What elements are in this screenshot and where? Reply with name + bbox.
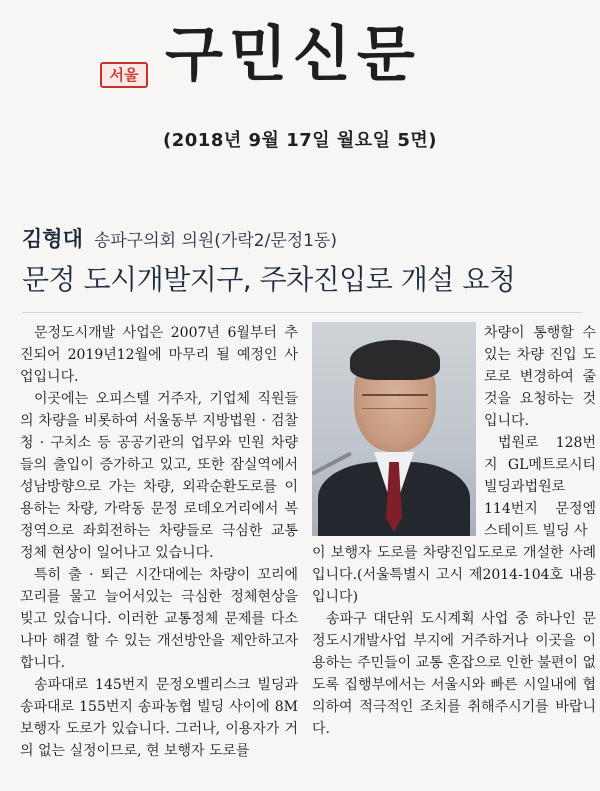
article-column-right-bottom xyxy=(312,542,596,787)
divider xyxy=(22,312,582,313)
author-photo xyxy=(312,322,476,536)
paragraph: 이곳에는 오피스텔 거주자, 기업체 직원들의 차량을 비롯하여 서울동부 지방법원 · 검찰청 · 구치소 등 공공기관의 업무와 민원 차량들의 출입이 증가하고 있고, 또한 잠실역에서 성남방향으로 가는 차량, 외곽순환도로를 이용하는 차량, 가락동 문정 로데오거리에서 복정역으로 좌회전하는 차량들로 극심한 교통 정체 현상이 일어나고 있습니다. xyxy=(20,391,298,561)
paragraph: 문정도시개발 사업은 2007년 6월부터 추진되어 2019년12월에 마무리 될 예정인 사업입니다. xyxy=(20,325,298,385)
paragraph: 특히 출 · 퇴근 시간대에는 차량이 꼬리에 꼬리를 물고 늘어서있는 극심한 정체현상을 빚고 있습니다. 이러한 교통정체 문제를 다소나마 해결 할 수 있는 개선방안을 제안하고자 합니다. xyxy=(20,567,298,671)
article-column-left xyxy=(20,322,298,787)
region-badge: 서울 xyxy=(100,62,148,88)
byline xyxy=(22,223,337,253)
article-headline: 문정 도시개발지구, 주차진입로 개설 요청 xyxy=(22,263,516,296)
paragraph: 이 보행자 도로를 차량진입도로로 개설한 사례입니다.(서울특별시 고시 제2014-104호 내용 입니다) xyxy=(312,545,596,605)
author-affiliation: 송파구의회 의원(가락2/문정1동) xyxy=(93,231,338,251)
photo-glasses xyxy=(362,394,428,409)
author-name: 김형대 xyxy=(22,227,83,251)
masthead xyxy=(0,0,600,110)
paragraph: 법원로 128번지 GL메트로시티 빌딩과법원로 114번지 문정엠스테이트 빌딩 사 xyxy=(484,435,596,537)
newspaper-logo: 구민신문 xyxy=(165,20,421,90)
paragraph: 송파구 대단위 도시계획 사업 중 하나인 문정도시개발사업 부지에 거주하거나 이곳을 이용하는 주민들이 교통 혼잡으로 인한 불편이 없도록 집행부에서는 서울시와 빠른 시일내에 협의하여 적극적인 조치를 취해주시기를 바랍니다. xyxy=(312,611,596,737)
article-column-right-top xyxy=(484,322,596,537)
paragraph: 차량이 통행할 수 있는 차량 진입 도로로 변경하여 줄 것을 요청하는 것입니다. xyxy=(484,325,596,429)
dateline: (2018년 9월 17일 월요일 5면) xyxy=(163,130,437,151)
paragraph: 송파대로 145번지 문정오벨리스크 빌딩과 송파대로 155번지 송파농협 빌딩 사이에 8M 보행자 도로가 있습니다. 그러나, 이용자가 거의 없는 실정이므로, 현 보행자 도로를 xyxy=(20,677,298,759)
photo-hair xyxy=(350,340,440,380)
